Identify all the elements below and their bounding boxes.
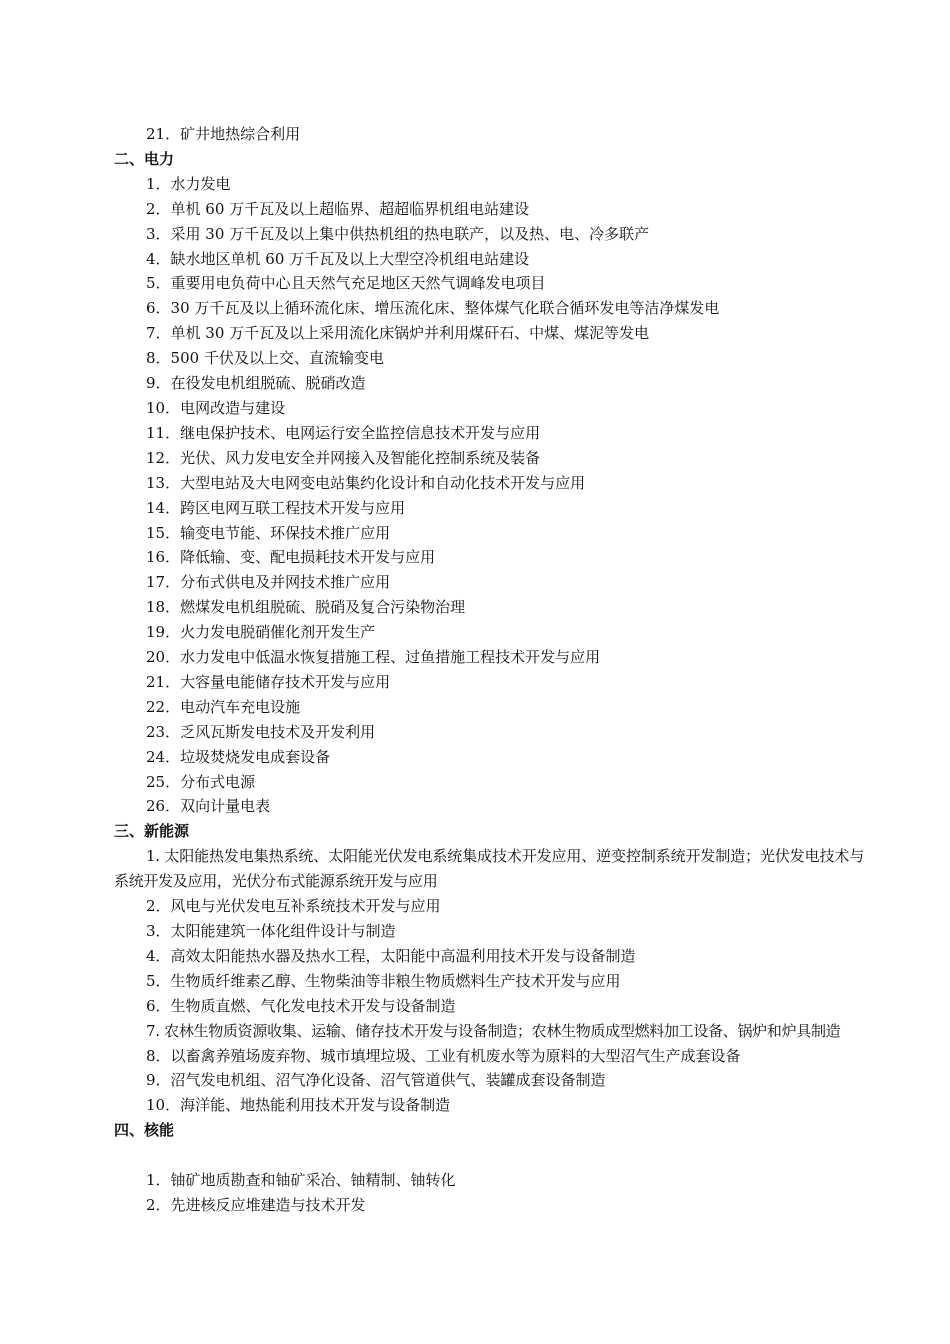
section-nuclear xyxy=(114,1118,864,1218)
list-item: 7．单机 30 万千瓦及以上采用流化床锅炉并利用煤矸石、中煤、煤泥等发电 xyxy=(146,324,650,343)
list-item: 2．先进核反应堆建造与技术开发 xyxy=(146,1195,366,1214)
list-item: 5．生物质纤维素乙醇、生物柴油等非粮生物质燃料生产技术开发与应用 xyxy=(146,971,621,990)
list-item: 11．继电保护技术、电网运行安全监控信息技术开发与应用 xyxy=(146,423,541,442)
list-item: 3．采用 30 万千瓦及以上集中供热机组的热电联产，以及热、电、冷多联产 xyxy=(146,224,650,243)
list-item: 13．大型电站及大电网变电站集约化设计和自动化技术开发与应用 xyxy=(146,473,586,492)
list-item: 12．光伏、风力发电安全并网接入及智能化控制系统及装备 xyxy=(146,448,541,467)
list-item: 16．降低输、变、配电损耗技术开发与应用 xyxy=(146,548,436,567)
list-item: 8．500 千伏及以上交、直流输变电 xyxy=(146,349,384,368)
list-item: 3．太阳能建筑一体化组件设计与制造 xyxy=(146,922,396,940)
list-item: 20．水力发电中低温水恢复措施工程、过鱼措施工程技术开发与应用 xyxy=(146,648,601,667)
list-item: 19．火力发电脱硝催化剂开发生产 xyxy=(146,623,376,642)
list-item: 15．输变电节能、环保技术推广应用 xyxy=(146,523,391,542)
section-heading: 四、核能 xyxy=(114,1121,175,1140)
list-item: 17．分布式供电及并网技术推广应用 xyxy=(146,573,391,592)
blank-line xyxy=(114,1143,864,1168)
document-page xyxy=(114,122,864,1218)
list-item: 23．乏风瓦斯发电技术及开发利用 xyxy=(146,722,376,741)
list-item: 1．水力发电 xyxy=(146,174,231,193)
list-item: 10．电网改造与建设 xyxy=(146,398,286,417)
list-item: 9．在役发电机组脱硫、脱硝改造 xyxy=(146,374,366,393)
list-item: 25．分布式电源 xyxy=(146,772,256,791)
list-item: 4．高效太阳能热水器及热水工程，太阳能中高温利用技术开发与设备制造 xyxy=(146,946,636,965)
list-item: 6．生物质直燃、气化发电技术开发与设备制造 xyxy=(146,996,456,1015)
list-item: 14．跨区电网互联工程技术开发与应用 xyxy=(146,498,406,517)
list-item: 7. 农林生物质资源收集、运输、储存技术开发与设备制造；农林生物质成型燃料加工设备、锅炉和炉具制造 xyxy=(146,1021,841,1040)
list-item: 9．沼气发电机组、沼气净化设备、沼气管道供气、装罐成套设备制造 xyxy=(146,1071,606,1090)
list-item: 18．燃煤发电机组脱硫、脱硝及复合污染物治理 xyxy=(146,598,466,617)
section-heading: 二、电力 xyxy=(114,149,175,168)
list-item: 10．海洋能、地热能利用技术开发与设备制造 xyxy=(146,1096,451,1115)
list-item: 2．单机 60 万千瓦及以上超临界、超超临界机组电站建设 xyxy=(146,199,530,218)
list-item: 21．大容量电能储存技术开发与应用 xyxy=(146,672,391,691)
list-item: 2．风电与光伏发电互补系统技术开发与应用 xyxy=(146,897,441,916)
list-item: 21．矿井地热综合利用 xyxy=(146,125,301,143)
list-item: 4．缺水地区单机 60 万千瓦及以上大型空冷机组电站建设 xyxy=(146,249,530,268)
list-item: 26．双向计量电表 xyxy=(146,797,271,816)
list-item: 24．垃圾焚烧发电成套设备 xyxy=(146,747,331,766)
list-item: 6．30 万千瓦及以上循环流化床、增压流化床、整体煤气化联合循环发电等洁净煤发电 xyxy=(146,299,720,318)
list-item: 1．铀矿地质勘查和铀矿采冶、铀精制、铀转化 xyxy=(146,1171,456,1190)
list-item: 8．以畜禽养殖场废弃物、城市填埋垃圾、工业有机废水等为原料的大型沼气生产成套设备 xyxy=(146,1046,741,1065)
section-heading: 三、新能源 xyxy=(114,822,190,841)
list-item: 5．重要用电负荷中心且天然气充足地区天然气调峰发电项目 xyxy=(146,274,546,293)
section-power xyxy=(114,147,864,819)
section-new-energy xyxy=(114,819,864,1118)
list-item: 1. 太阳能热发电集热系统、太阳能光伏发电系统集成技术开发应用、逆变控制系统开发制造；光伏发电技术与系统开发及应用，光伏分布式能源系统开发与应用 xyxy=(114,847,864,891)
list-item: 22．电动汽车充电设施 xyxy=(146,697,301,716)
